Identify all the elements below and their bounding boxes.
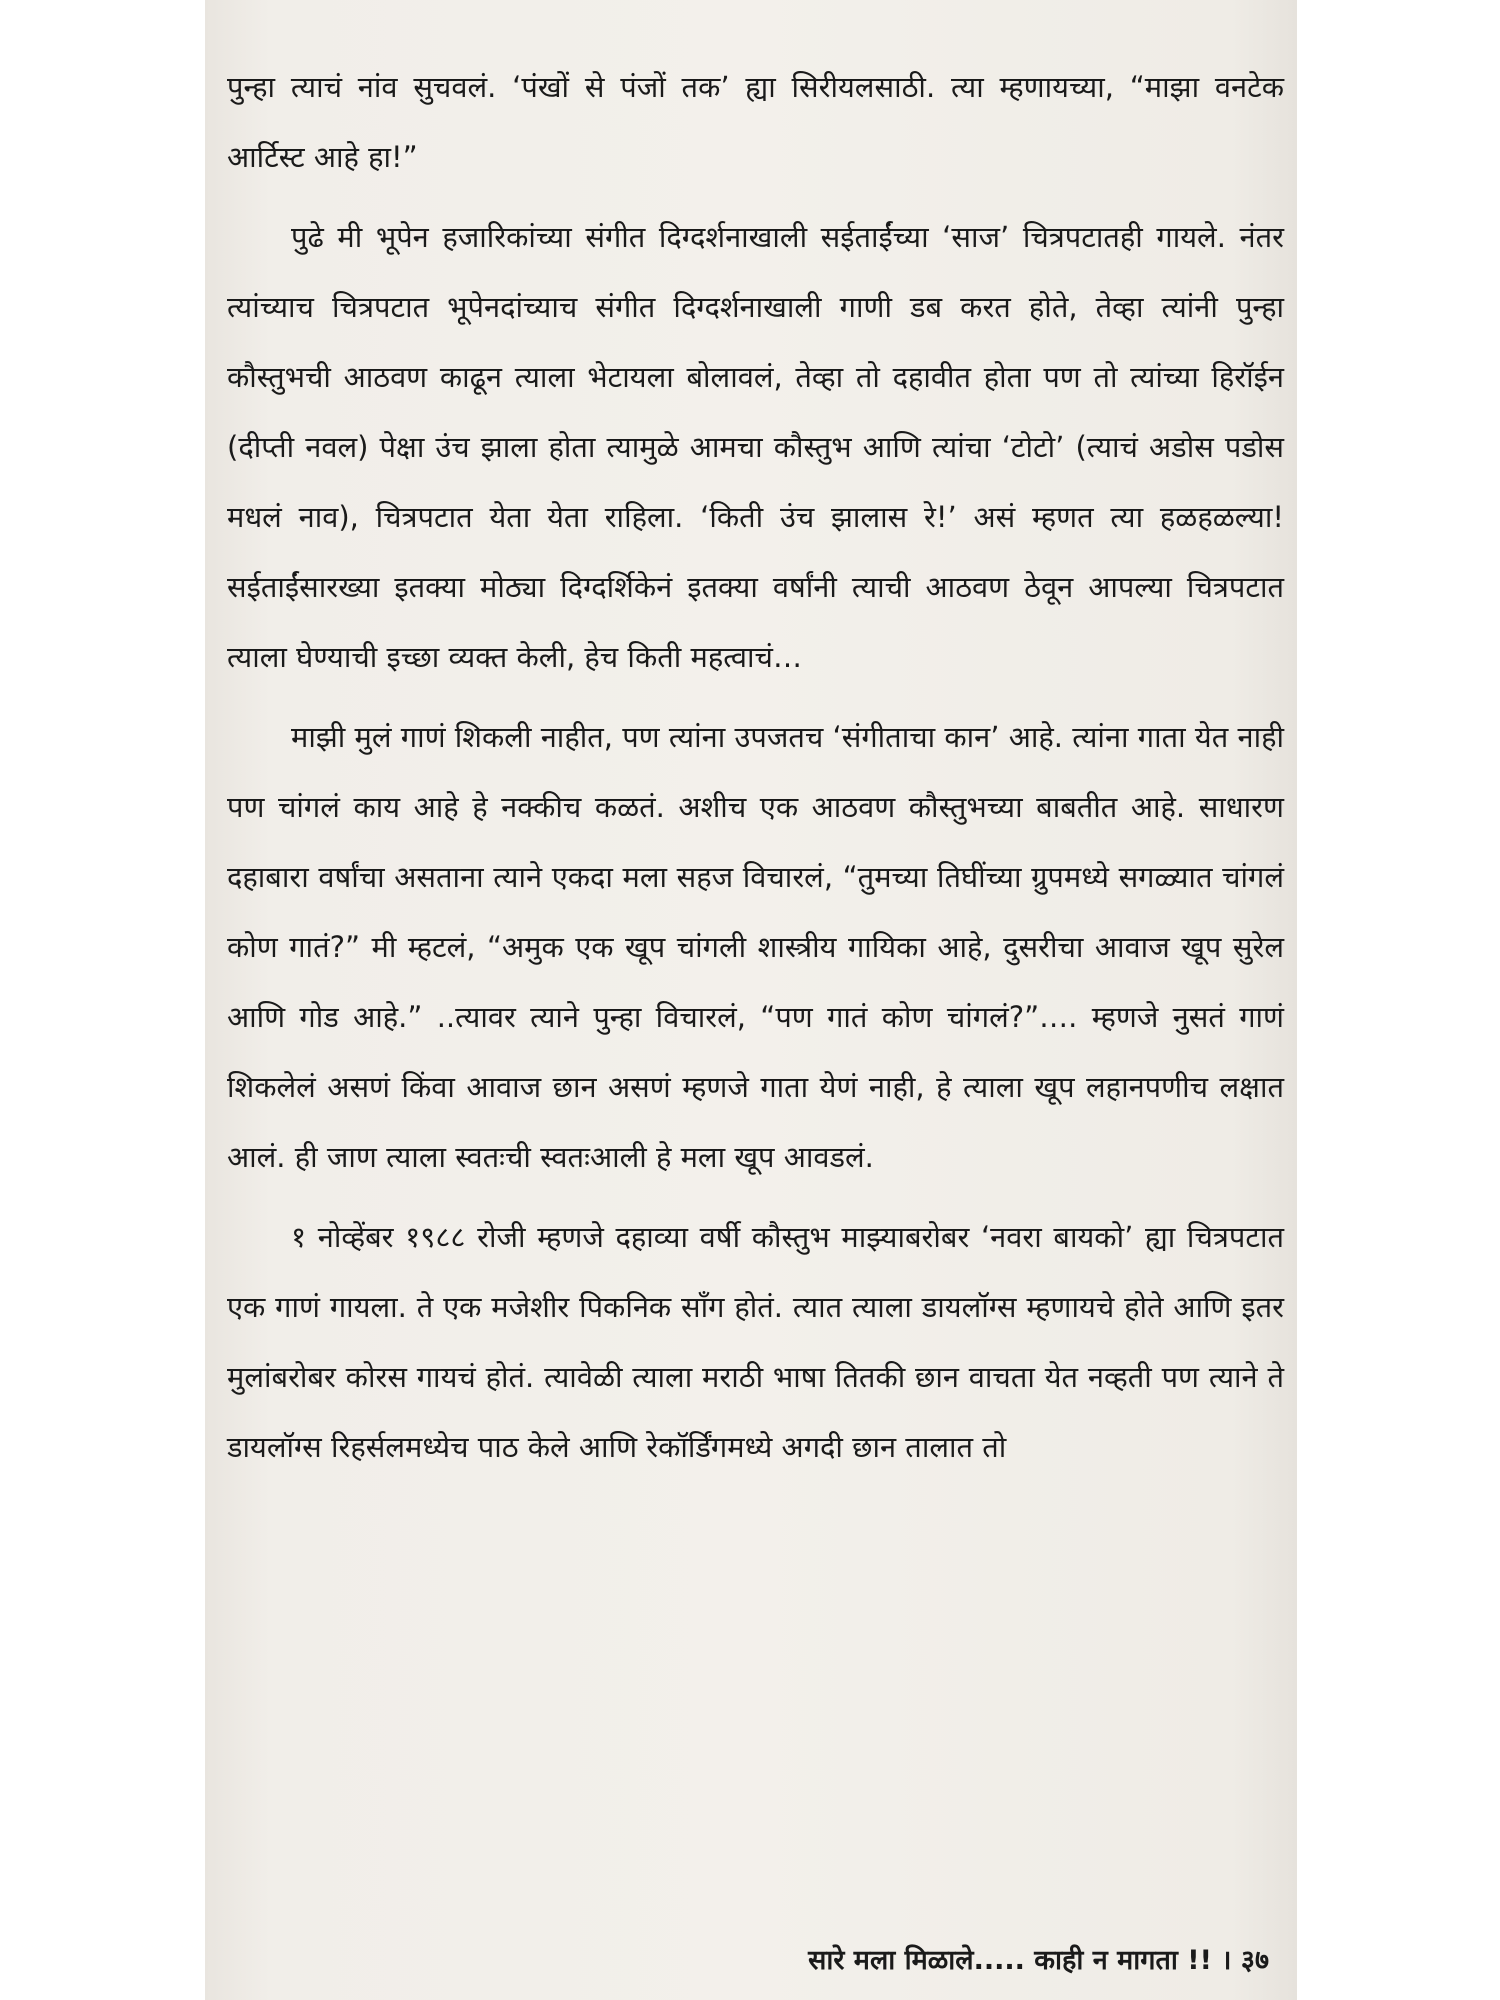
paragraph-4: १ नोव्हेंबर १९८८ रोजी म्हणजे दहाव्या वर्षी कौस्तुभ माझ्याबरोबर ‘नवरा बायको’ ह्या चित्रपटात एक गाणं गायला. ते एक मजेशीर पिकनिक साँग होतं. त्यात त्याला डायलॉग्स म्हणायचे होते आणि इतर मुलांबरोबर कोरस गायचं होतं. त्यावेळी त्याला मराठी भाषा तितकी छान वाचता येत नव्हती पण त्याने ते डायलॉग्स रिहर्सलमध्येच पाठ केले आणि रेकॉर्डिंगमध्ये अगदी छान तालात तो [227, 1220, 1284, 1464]
paragraph-2: पुढे मी भूपेन हजारिकांच्या संगीत दिग्दर्शनाखाली सईताईंच्या ‘साज’ चित्रपटातही गायले. नंतर त्यांच्याच चित्रपटात भूपेनदांच्याच संगीत दिग्दर्शनाखाली गाणी डब करत होते, तेव्हा त्यांनी पुन्हा कौस्तुभची आठवण काढून त्याला भेटायला बोलावलं, तेव्हा तो दहावीत होता पण तो त्यांच्या हिरॉईन (दीप्ती नवल) पेक्षा उंच झाला होता त्यामुळे आमचा कौस्तुभ आणि त्यांचा ‘टोटो’ (त्याचं अडोस पडोस मधलं नाव), चित्रपटात येता येता राहिला. ‘किती उंच झालास रे!’ असं म्हणत त्या हळहळल्या! सईताईंसारख्या इतक्या मोठ्या दिग्दर्शिकेनं इतक्या वर्षांनी त्याची आठवण ठेवून आपल्या चित्रपटात त्याला घेण्याची इच्छा व्यक्त केली, हेच किती महत्वाचं… [227, 220, 1284, 674]
paragraph-3: माझी मुलं गाणं शिकली नाहीत, पण त्यांना उपजतच ‘संगीताचा कान’ आहे. त्यांना गाता येत नाही पण चांगलं काय आहे हे नक्कीच कळतं. अशीच एक आठवण कौस्तुभच्या बाबतीत आहे. साधारण दहाबारा वर्षांचा असताना त्याने एकदा मला सहज विचारलं, “तुमच्या तिघींच्या ग्रुपमध्ये सगळ्यात चांगलं कोण गातं?” मी म्हटलं, “अमुक एक खूप चांगली शास्त्रीय गायिका आहे, दुसरीचा आवाज खूप सुरेल आणि गोड आहे.” ..त्यावर त्याने पुन्हा विचारलं, “पण गातं कोण चांगलं?”…. म्हणजे नुसतं गाणं शिकलेलं असणं किंवा आवाज छान असणं म्हणजे गाता येणं नाही, हे त्याला खूप लहानपणीच लक्षात आलं. ही जाण त्याला स्वतःची स्वतःआली हे मला खूप आवडलं. [227, 720, 1284, 1174]
book-page [205, 0, 1297, 2000]
paragraph-1: पुन्हा त्याचं नांव सुचवलं. ‘पंखों से पंजों तक’ ह्या सिरीयलसाठी. त्या म्हणायच्या, “माझा वनटेक आर्टिस्ट आहे हा!” [227, 70, 1284, 174]
page-footer: सारे मला मिळाले..... काही न मागता !! । ३७ [808, 1945, 1269, 1976]
page-body-text [227, 52, 1284, 1492]
